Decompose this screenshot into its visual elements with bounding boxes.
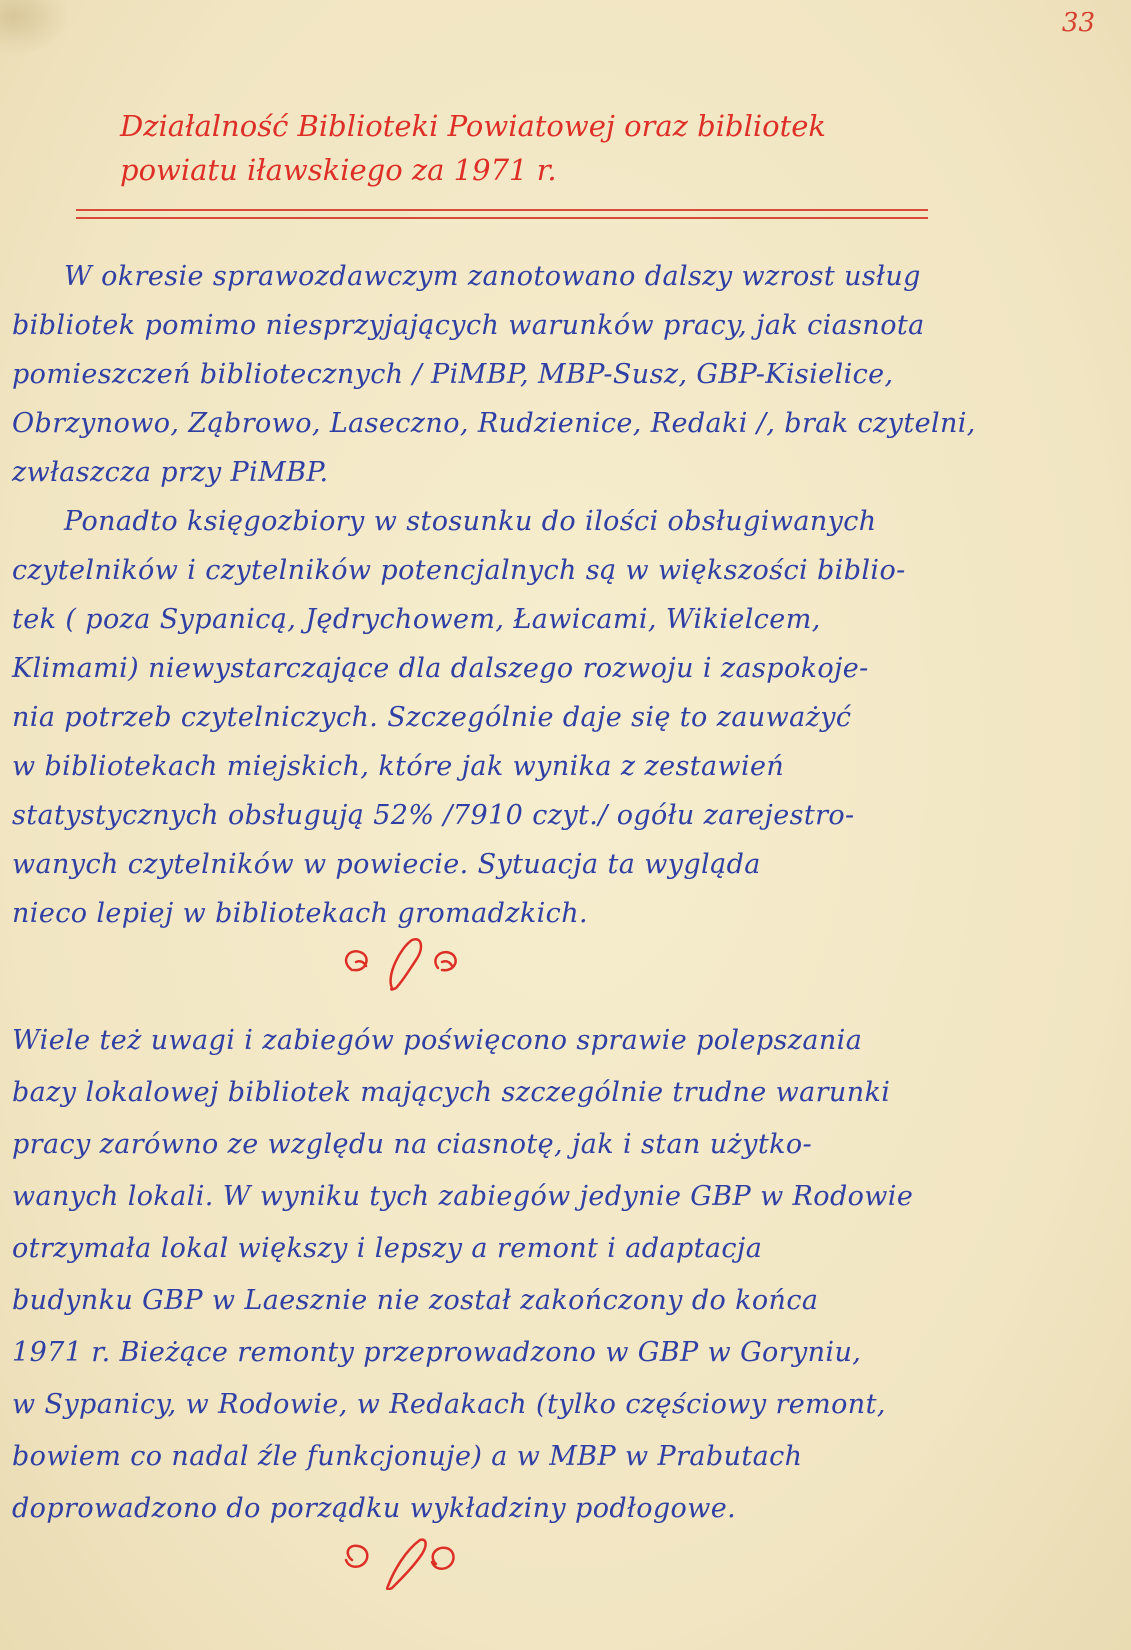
text-line: nieco lepiej w bibliotekach gromadzkich. [12,898,588,929]
text-line: nia potrzeb czytelniczych. Szczególnie daje się to zauważyć [12,702,852,733]
text-line: Obrzynowo, Ząbrowo, Laseczno, Rudzienice, Redaki /, brak czytelni, [12,408,976,439]
title-line: powiatu iławskiego za 1971 r. [120,153,557,187]
text-line: zwłaszcza przy PiMBP. [12,457,329,488]
text-line: budynku GBP w Laesznie nie został zakończony do końca [12,1285,819,1316]
title-line: Działalność Biblioteki Powiatowej oraz bibliotek [120,109,826,143]
text-line: W okresie sprawozdawczym zanotowano dalszy wzrost usług [64,261,921,292]
text-line: Ponadto księgozbiory w stosunku do ilości obsługiwanych [64,506,877,537]
paragraph-1 [12,252,1112,938]
paper-stain [0,0,70,55]
title-underline [76,209,928,211]
text-line: Klimami) niewystarczające dla dalszego rozwoju i zaspokoje- [12,653,869,684]
text-line: tek ( poza Sypanicą, Jędrychowem, Ławicami, Wikielcem, [12,604,821,635]
text-line: pomieszczeń bibliotecznych / PiMBP, MBP-Susz, GBP-Kisielice, [12,359,894,390]
page-number: 33 [1061,8,1095,38]
title-underline [76,217,928,219]
ornament-divider [330,932,510,992]
text-line: w Sypanicy, w Rodowie, w Redakach (tylko częściowy remont, [12,1389,886,1420]
text-line: w bibliotekach miejskich, które jak wynika z zestawień [12,751,785,782]
ornament-divider [330,1530,510,1590]
text-line: bowiem co nadal źle funkcjonuje) a w MBP w Prabutach [12,1441,803,1472]
text-line: otrzymała lokal większy i lepszy a remont i adaptacja [12,1233,763,1264]
paragraph-2 [12,1015,1112,1535]
text-line: 1971 r. Bieżące remonty przeprowadzono w GBP w Goryniu, [12,1337,862,1368]
document-title [120,104,1000,192]
text-line: Wiele też uwagi i zabiegów poświęcono sprawie polepszania [12,1025,863,1056]
text-line: wanych czytelników w powiecie. Sytuacja ta wygląda [12,849,761,880]
text-line: wanych lokali. W wyniku tych zabiegów jedynie GBP w Rodowie [12,1181,914,1212]
text-line: doprowadzono do porządku wykładziny podłogowe. [12,1493,737,1524]
text-line: bazy lokalowej bibliotek mających szczególnie trudne warunki [12,1077,891,1108]
text-line: czytelników i czytelników potencjalnych są w większości biblio- [12,555,906,586]
text-line: bibliotek pomimo niesprzyjających warunków pracy, jak ciasnota [12,310,925,341]
text-line: statystycznych obsługują 52% /7910 czyt./ ogółu zarejestro- [12,800,855,831]
text-line: pracy zarówno ze względu na ciasnotę, jak i stan użytko- [12,1129,813,1160]
